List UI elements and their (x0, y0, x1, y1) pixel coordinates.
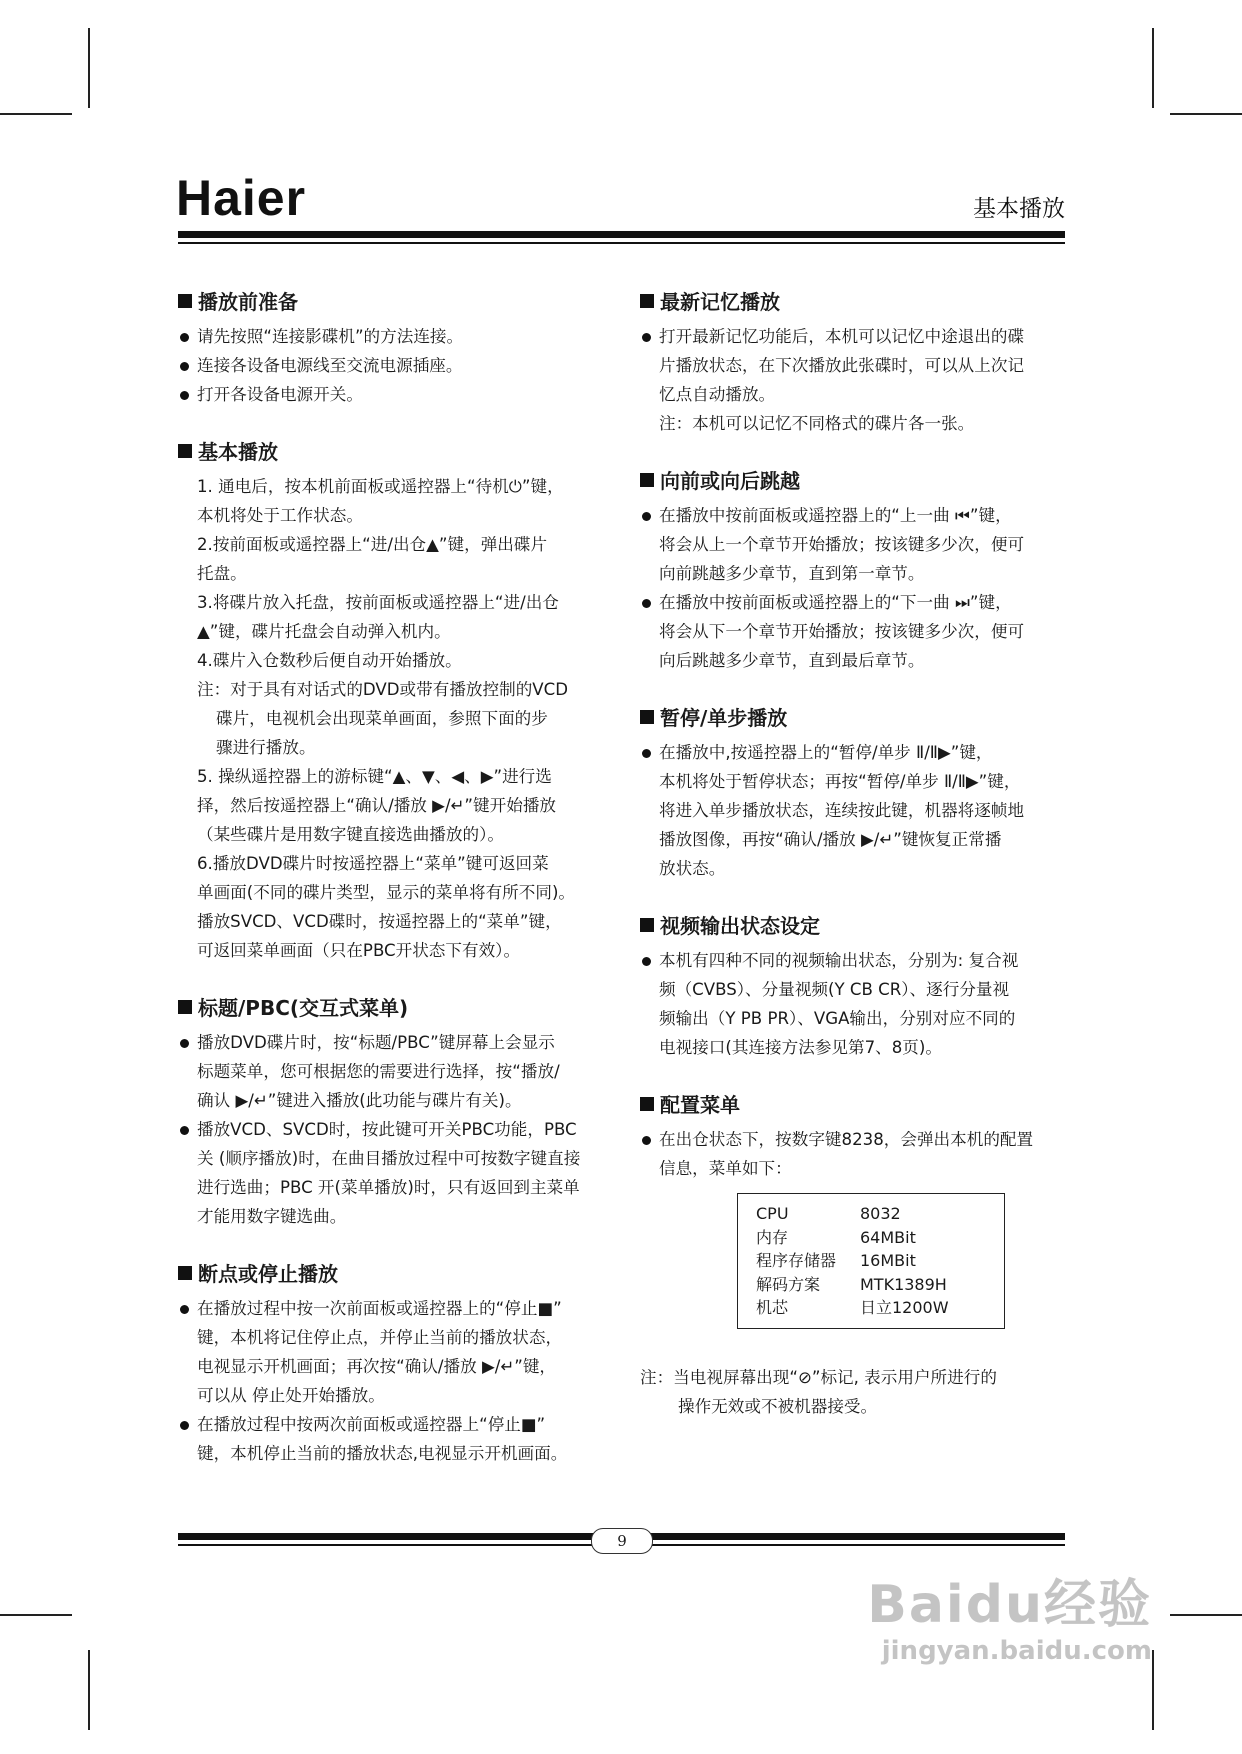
left-column (178, 285, 618, 1494)
section-title: 播放前准备 (198, 290, 298, 314)
bullet-icon (642, 512, 651, 521)
section-square-icon (178, 1266, 192, 1280)
section-title: 向前或向后跳越 (660, 469, 800, 493)
haier-logo: Haier (176, 170, 307, 226)
watermark-url: jingyan.baidu.com (881, 1636, 1152, 1666)
menu-row: 程序存储器 16MBit (756, 1251, 916, 1270)
step-line: 单画面(不同的碟片类型，显示的菜单将有所不同)。 (197, 883, 576, 902)
page-number: 9 (591, 1528, 653, 1554)
text-line: 确认 ▶/↵”键进入播放(此功能与碟片有关)。 (197, 1091, 522, 1110)
section-square-icon (178, 1000, 192, 1014)
bullet-item: 在出仓状态下，按数字键8238，会弹出本机的配置 (640, 1125, 1080, 1154)
step-line: 本机将处于工作状态。 (197, 506, 363, 525)
bullet-icon (180, 391, 189, 400)
bullet-icon (180, 1039, 189, 1048)
note-line: 操作无效或不被机器接受。 (678, 1396, 878, 1416)
bullet-icon (180, 1305, 189, 1314)
text-line: 向前跳越多少章节，直到第一章节。 (659, 564, 925, 583)
bullet-item: 在播放中,按遥控器上的“暂停/单步 Ⅱ/Ⅱ▶”键， (640, 738, 1080, 767)
header-rule (178, 231, 1065, 238)
right-column (640, 285, 1080, 1421)
step-line: 1. 通电后，按本机前面板或遥控器上“待机⏻”键， (197, 477, 564, 496)
crop-mark (1152, 28, 1154, 108)
menu-row: CPU 8032 (756, 1204, 901, 1223)
section-prep (178, 285, 618, 409)
baidu-watermark (867, 1575, 1152, 1667)
text-line: 片播放状态，在下次播放此张碟时，可以从上次记 (659, 356, 1025, 375)
step-line: 6.播放DVD碟片时按遥控器上“菜单”键可返回菜 (197, 854, 549, 873)
section-title: 断点或停止播放 (198, 1262, 338, 1286)
text-line: 关 (顺序播放)时，在曲目播放过程中可按数字键直接 (197, 1149, 581, 1168)
crop-mark (88, 28, 90, 108)
crop-mark (1152, 1650, 1154, 1730)
text-line: 放状态。 (659, 859, 726, 878)
section-title: 暂停/单步播放 (660, 706, 788, 730)
section-square-icon (640, 473, 654, 487)
note-line: 注：对于具有对话式的DVD或带有播放控制的VCD (197, 680, 569, 699)
section-square-icon (640, 294, 654, 308)
text-line: 键，本机将记住停止点，并停止当前的播放状态， (197, 1328, 563, 1347)
section-square-icon (640, 918, 654, 932)
text-line: 键，本机停止当前的播放状态,电视显示开机画面。 (197, 1444, 568, 1463)
section-square-icon (640, 710, 654, 724)
page-title: 基本播放 (973, 196, 1065, 222)
step-line: 可返回菜单画面（只在PBC开状态下有效）。 (197, 941, 521, 960)
bullet-icon (642, 333, 651, 342)
header-rule-thin (178, 242, 1065, 244)
bullet-icon (642, 1136, 651, 1145)
crop-mark (1170, 113, 1242, 115)
section-title: 标题/PBC(交互式菜单) (198, 996, 409, 1020)
crop-mark (1170, 1614, 1242, 1616)
config-menu-box (737, 1193, 1005, 1329)
text-line: 将会从上一个章节开始播放；按该键多少次，便可 (659, 535, 1025, 554)
note-line: 注：当电视屏幕出现“⊘”标记, 表示用户所进行的 (640, 1367, 997, 1387)
crop-mark (88, 1650, 90, 1730)
section-square-icon (640, 1097, 654, 1111)
section-basic (178, 435, 618, 965)
text-line: 电视显示开机画面；再次按“确认/播放 ▶/↵”键， (197, 1357, 557, 1376)
bullet-item: 在播放中按前面板或遥控器上的“上一曲 ⏮”键， (640, 501, 1080, 530)
bullet-icon (642, 599, 651, 608)
step-line: 3.将碟片放入托盘，按前面板或遥控器上“进/出仓 (197, 593, 559, 612)
step-line: ▲”键，碟片托盘会自动弹入机内。 (197, 622, 451, 641)
bullet-icon (642, 749, 651, 758)
text-line: 将会从下一个章节开始播放；按该键多少次，便可 (659, 622, 1025, 641)
section-square-icon (178, 294, 192, 308)
text-line: 进行选曲；PBC 开(菜单播放)时，只有返回到主菜单 (197, 1178, 580, 1197)
section-config (640, 1088, 1080, 1329)
section-title: 基本播放 (198, 440, 278, 464)
text-line: 将进入单步播放状态，连续按此键，机器将逐帧地 (659, 801, 1025, 820)
menu-row: 机芯 日立1200W (756, 1298, 949, 1317)
bullet-item: 播放VCD、SVCD时，按此键可开关PBC功能，PBC (178, 1115, 618, 1144)
note-line: 注：本机可以记忆不同格式的碟片各一张。 (659, 414, 975, 433)
section-stop (178, 1257, 618, 1468)
bullet-item: 播放DVD碟片时，按“标题/PBC”键屏幕上会显示 (178, 1028, 618, 1057)
bullet-icon (180, 362, 189, 371)
text-line: 可以从 停止处开始播放。 (197, 1386, 385, 1405)
step-line: 4.碟片入仓数秒后便自动开始播放。 (197, 651, 462, 670)
note-line: 骤进行播放。 (216, 738, 316, 757)
bullet-item: 连接各设备电源线至交流电源插座。 (178, 351, 618, 380)
section-pause (640, 701, 1080, 883)
step-line: 择，然后按遥控器上“确认/播放 ▶/↵”键开始播放 (197, 796, 557, 815)
text-line: 标题菜单，您可根据您的需要进行选择，按“播放/ (197, 1062, 560, 1081)
bullet-icon (180, 1421, 189, 1430)
bullet-item: 请先按照“连接影碟机”的方法连接。 (178, 322, 618, 351)
section-title-pbc (178, 991, 618, 1231)
section-title: 视频输出状态设定 (660, 914, 820, 938)
text-line: 播放图像，再按“确认/播放 ▶/↵”键恢复正常播 (659, 830, 1002, 849)
note-line: 碟片，电视机会出现菜单画面，参照下面的步 (216, 709, 548, 728)
step-line: 托盘。 (197, 564, 247, 583)
section-title: 最新记忆播放 (660, 290, 780, 314)
text-line: 频输出（Y PB PR）、VGA输出，分别对应不同的 (659, 1009, 1016, 1028)
crop-mark (0, 113, 72, 115)
bullet-icon (180, 333, 189, 342)
watermark-brand: Baidu经验 (867, 1575, 1152, 1635)
section-memory (640, 285, 1080, 438)
text-line: 本机将处于暂停状态；再按“暂停/单步 Ⅱ/Ⅱ▶”键， (659, 772, 1021, 791)
section-title: 配置菜单 (660, 1093, 740, 1117)
bullet-icon (180, 1126, 189, 1135)
menu-row: 内存 64MBit (756, 1227, 916, 1247)
final-note (640, 1363, 1080, 1421)
text-line: 才能用数字键选曲。 (197, 1207, 347, 1226)
step-line: 5. 操纵遥控器上的游标键“▲、▼、◀、▶”进行选 (197, 767, 552, 786)
bullet-item: 打开最新记忆功能后，本机可以记忆中途退出的碟 (640, 322, 1080, 351)
text-line: 忆点自动播放。 (659, 385, 776, 404)
bullet-item: 打开各设备电源开关。 (178, 380, 618, 409)
section-square-icon (178, 444, 192, 458)
bullet-item: 本机有四种不同的视频输出状态，分别为: 复合视 (640, 946, 1080, 975)
menu-row: 解码方案 MTK1389H (756, 1274, 947, 1294)
text-line: 电视接口(其连接方法参见第7、8页)。 (659, 1038, 942, 1057)
text-line: 频（CVBS）、分量视频(Y CB CR）、逐行分量视 (659, 980, 1010, 999)
bullet-icon (642, 957, 651, 966)
text-line: 信息，菜单如下： (659, 1159, 792, 1178)
text-line: 向后跳越多少章节，直到最后章节。 (659, 651, 925, 670)
bullet-item: 在播放过程中按一次前面板或遥控器上的“停止■” (178, 1294, 618, 1323)
crop-mark (0, 1614, 72, 1616)
section-video (640, 909, 1080, 1062)
bullet-item: 在播放中按前面板或遥控器上的“下一曲 ⏭”键， (640, 588, 1080, 617)
step-line: 2.按前面板或遥控器上“进/出仓▲”键，弹出碟片 (197, 535, 548, 554)
bullet-item: 在播放过程中按两次前面板或遥控器上“停止■” (178, 1410, 618, 1439)
section-skip (640, 464, 1080, 675)
step-line: 播放SVCD、VCD碟时，按遥控器上的“菜单”键， (197, 912, 562, 931)
step-line: （某些碟片是用数字键直接选曲播放的）。 (197, 825, 504, 844)
